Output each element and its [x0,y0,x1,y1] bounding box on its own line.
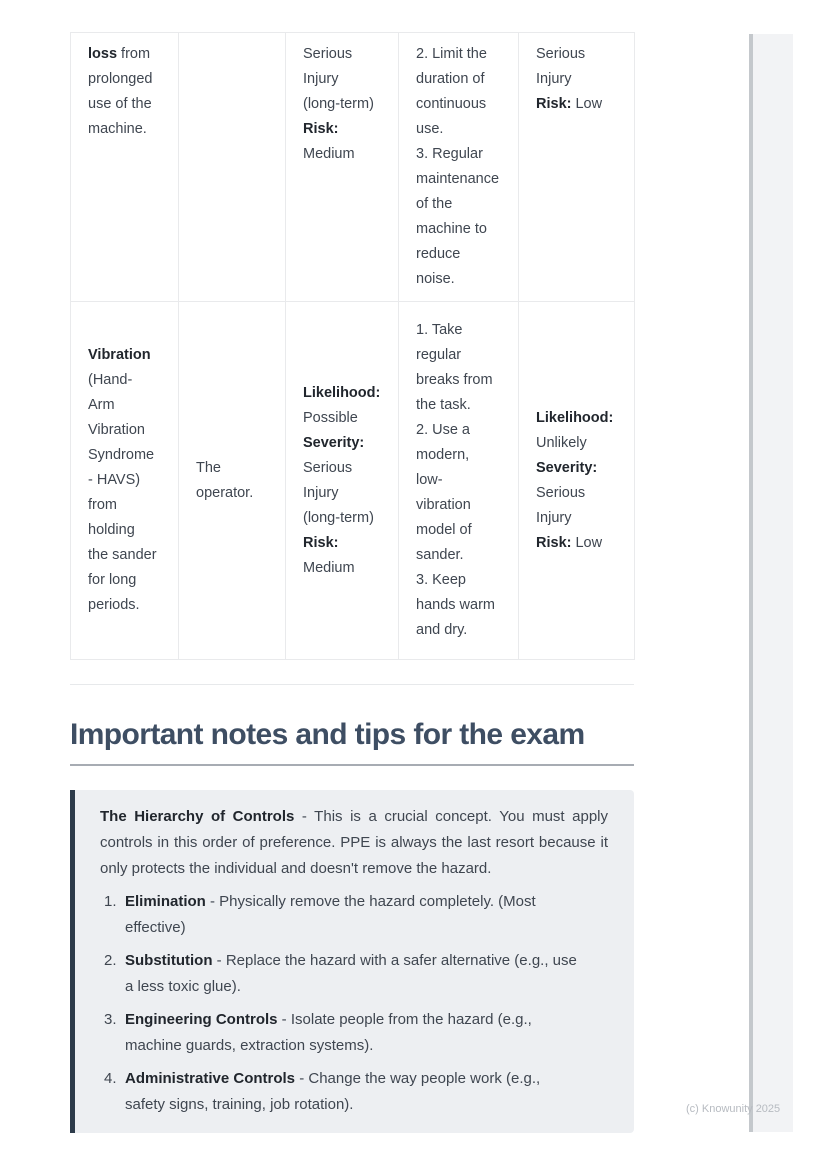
page-title: Important notes and tips for the exam [70,718,585,751]
table-row [71,33,635,302]
residual-risk-cell: Likelihood: Unlikely Severity: Serious Injury Risk: Low [519,302,635,660]
list-item-text: Elimination - Physically remove the hazard completely. (Most effective) [125,893,536,936]
list-item-administrative-controls [100,1066,608,1118]
table-row [71,302,635,660]
controls-cell: 2. Limit the duration of continuous use. 3. Regular maintenance of the machine to reduce noise. [399,33,519,302]
hazard-cell: loss from prolonged use of the machine. [71,33,179,302]
initial-risk-cell: Likelihood: Possible Severity: Serious Injury (long-term) Risk: Medium [286,302,399,660]
list-item-text: Substitution - Replace the hazard with a safer alternative (e.g., use a less toxic glue). [125,952,577,995]
section-divider [70,684,634,685]
initial-risk-cell: Serious Injury (long-term) Risk: Medium [286,33,399,302]
controls-cell: 1. Take regular breaks from the task. 2. Use a modern, low- vibration model of sander. 3. Keep hands warm and dry. [399,302,519,660]
list-item-elimination [100,889,608,941]
risk-assessment-table [70,32,635,660]
heading-underline [70,764,634,766]
list-item-engineering-controls [100,1007,608,1059]
list-number: 4. [104,1070,117,1087]
list-item-text: Engineering Controls - Isolate people from the hazard (e.g., machine guards, extraction systems). [125,1011,532,1054]
watermark: (c) Knowunity 2025 [686,1103,781,1115]
callout-intro-paragraph: The Hierarchy of Controls - This is a crucial concept. You must apply controls in this order of preference. PPE is always the last resort because it only protects the individual and doesn't remove the hazard. [100,808,609,877]
list-number: 1. [104,893,117,910]
residual-risk-cell: Serious Injury Risk: Low [519,33,635,302]
list-item-substitution [100,948,608,1000]
hierarchy-of-controls-callout [70,790,634,1133]
hierarchy-list [100,889,608,1118]
hazard-cell: Vibration (Hand- Arm Vibration Syndrome - HAVS) from holding the sander for long periods. [71,302,179,660]
list-number: 2. [104,952,117,969]
who-cell: The operator. [179,302,286,660]
list-item-text: Administrative Controls - Change the way people work (e.g., safety signs, training, job rotation). [125,1070,541,1113]
list-number: 3. [104,1011,117,1028]
next-page-edge[interactable] [749,34,793,1132]
who-cell [179,33,286,302]
